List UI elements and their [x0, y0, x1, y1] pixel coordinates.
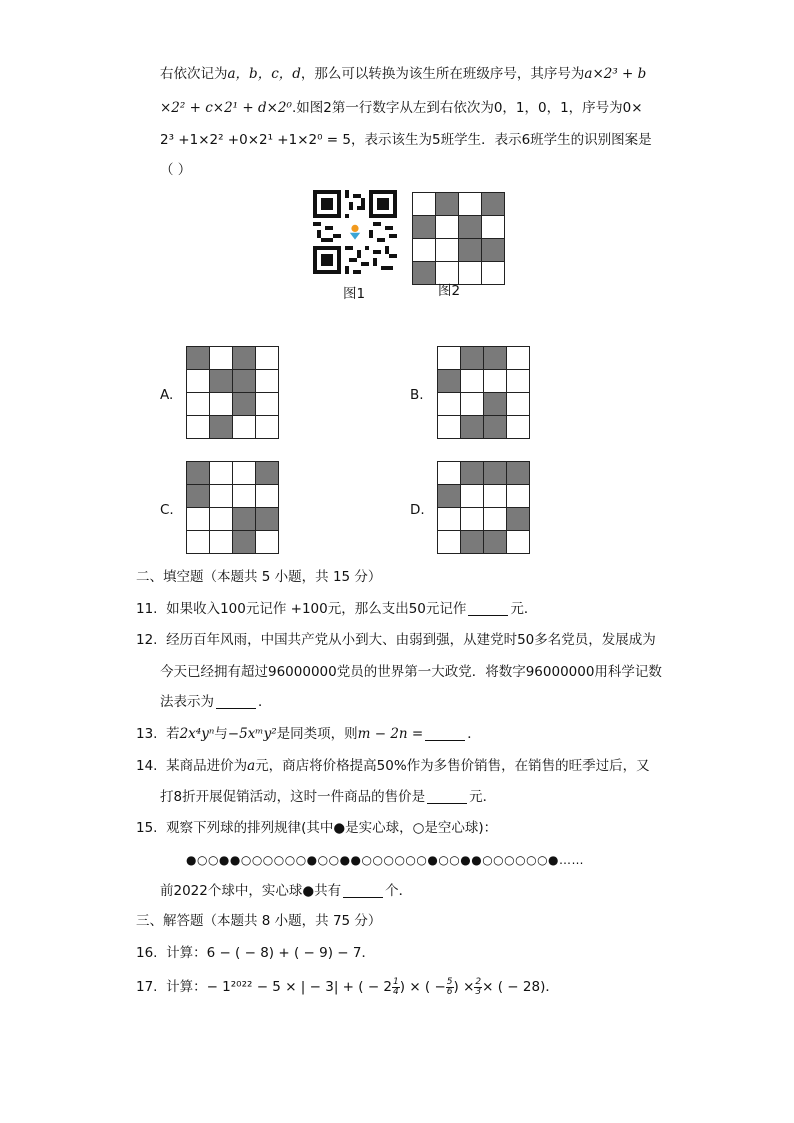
empty-cell	[461, 508, 484, 531]
empty-cell	[210, 508, 233, 531]
filled-cell	[461, 531, 484, 554]
filled-cell	[413, 262, 436, 285]
empty-cell	[507, 347, 530, 370]
empty-cell	[461, 485, 484, 508]
answer-blank[interactable]	[216, 694, 256, 709]
intro-line-3: 2³ +1×2² +0×2¹ +1×2⁰ = 5，表示该生为5班学生．表示6班学生的识别图案是	[160, 132, 652, 148]
empty-cell	[436, 239, 459, 262]
figure-1-caption: 图1	[343, 286, 366, 302]
filled-cell	[210, 370, 233, 393]
empty-cell	[187, 416, 210, 439]
filled-cell	[461, 416, 484, 439]
question-14-line-2: 打8折开展促销活动，这时一件商品的售价是 元．	[160, 789, 497, 805]
option-d-label[interactable]: D.	[410, 502, 425, 518]
filled-cell	[461, 347, 484, 370]
filled-cell	[233, 347, 256, 370]
filled-cell	[484, 393, 507, 416]
answer-blank[interactable]	[425, 726, 465, 741]
empty-cell	[256, 531, 279, 554]
empty-cell	[461, 370, 484, 393]
answer-blank[interactable]	[468, 601, 508, 616]
filled-cell	[459, 239, 482, 262]
filled-cell	[436, 193, 459, 216]
filled-cell	[484, 416, 507, 439]
empty-cell	[459, 262, 482, 285]
empty-cell	[438, 393, 461, 416]
empty-cell	[507, 531, 530, 554]
empty-cell	[256, 485, 279, 508]
empty-cell	[187, 370, 210, 393]
option-a-label[interactable]: A.	[160, 387, 174, 403]
empty-cell	[233, 485, 256, 508]
filled-cell	[233, 508, 256, 531]
filled-cell	[256, 508, 279, 531]
question-16: 16. 计算：6 − ( − 8) + ( − 9) − 7．	[136, 945, 375, 961]
section-2-heading: 二、填空题（本题共 5 小题，共 15 分）	[136, 569, 382, 585]
empty-cell	[482, 262, 505, 285]
filled-cell	[484, 347, 507, 370]
filled-cell	[438, 485, 461, 508]
intro-line-2: ×2² + c×2¹ + d×2⁰.如图2第一行数字从左到右依次为0，1，0，1，序号为0×	[160, 100, 643, 116]
empty-cell	[187, 531, 210, 554]
filled-cell	[507, 462, 530, 485]
filled-cell	[233, 370, 256, 393]
filled-cell	[438, 370, 461, 393]
empty-cell	[438, 416, 461, 439]
empty-cell	[507, 416, 530, 439]
empty-cell	[210, 485, 233, 508]
empty-cell	[484, 370, 507, 393]
filled-cell	[482, 193, 505, 216]
filled-cell	[484, 531, 507, 554]
intro-line-1: 右依次记为a，b，c，d，那么可以转换为该生所在班级序号，其序号为a×2³ + b	[160, 66, 647, 82]
question-12-line-2: 今天已经拥有超过96000000党员的世界第一大政党．将数字96000000用科学记数	[160, 664, 662, 680]
empty-cell	[210, 347, 233, 370]
question-11: 11. 如果收入100元记作 +100元，那么支出50元记作 元．	[136, 601, 538, 617]
answer-blank[interactable]	[427, 789, 467, 804]
question-17: 17. 计算：− 1²⁰²² − 5 × | − 3| + ( − 2 $\frac{1}{4}$ ) × ( − $\frac{5}{6}$ ) × $\frac{2}{3}$ × ( − 28)．	[136, 976, 559, 997]
empty-cell	[484, 508, 507, 531]
empty-cell	[210, 531, 233, 554]
filled-cell	[461, 462, 484, 485]
option-b-grid[interactable]	[437, 346, 530, 439]
question-12-line-1: 12. 经历百年风雨，中国共产党从小到大、由弱到强，从建党时50多名党员，发展成为	[136, 632, 656, 648]
filled-cell	[187, 347, 210, 370]
empty-cell	[438, 347, 461, 370]
question-13: 13. 若2x⁴yⁿ与−5xᵐy²是同类项，则m − 2n = ．	[136, 726, 481, 742]
question-15-line-3: 前2022个球中，实心球●共有 个．	[160, 883, 413, 899]
empty-cell	[507, 370, 530, 393]
empty-cell	[233, 462, 256, 485]
empty-cell	[256, 370, 279, 393]
empty-cell	[482, 216, 505, 239]
empty-cell	[256, 393, 279, 416]
fraction-5-6: $\frac{5}{6}$	[446, 976, 453, 997]
option-c-label[interactable]: C.	[160, 502, 174, 518]
empty-cell	[413, 193, 436, 216]
empty-cell	[187, 508, 210, 531]
option-d-grid[interactable]	[437, 461, 530, 554]
fraction-2-3: $\frac{2}{3}$	[475, 976, 482, 997]
empty-cell	[438, 462, 461, 485]
filled-cell	[187, 462, 210, 485]
filled-cell	[482, 239, 505, 262]
question-12-line-3: 法表示为 ．	[160, 694, 272, 710]
empty-cell	[256, 347, 279, 370]
answer-blank[interactable]	[343, 883, 383, 898]
question-15-line-1: 15. 观察下列球的排列规律(其中●是实心球，○是空心球)：	[136, 820, 498, 836]
empty-cell	[210, 393, 233, 416]
fraction-1-4: $\frac{1}{4}$	[393, 976, 399, 997]
filled-cell	[507, 508, 530, 531]
empty-cell	[210, 462, 233, 485]
option-a-grid[interactable]	[186, 346, 279, 439]
qr-code-image	[313, 190, 397, 274]
empty-cell	[438, 508, 461, 531]
filled-cell	[413, 216, 436, 239]
empty-cell	[507, 485, 530, 508]
filled-cell	[233, 393, 256, 416]
question-14-line-1: 14. 某商品进价为a元，商店将价格提高50%作为多售价销售，在销售的旺季过后，又	[136, 758, 650, 774]
filled-cell	[484, 462, 507, 485]
filled-cell	[233, 531, 256, 554]
intro-line-4: （ ）	[160, 162, 192, 178]
empty-cell	[233, 416, 256, 439]
figure-2-caption: 图2	[438, 283, 461, 299]
figure-2-grid	[412, 192, 505, 285]
filled-cell	[187, 485, 210, 508]
filled-cell	[459, 216, 482, 239]
option-c-grid[interactable]	[186, 461, 279, 554]
empty-cell	[256, 416, 279, 439]
empty-cell	[187, 393, 210, 416]
empty-cell	[507, 393, 530, 416]
option-b-label[interactable]: B.	[410, 387, 424, 403]
empty-cell	[461, 393, 484, 416]
ball-sequence: ●○○●●○○○○○○●○○●●○○○○○○●○○●●○○○○○○●……	[186, 853, 585, 867]
empty-cell	[438, 531, 461, 554]
empty-cell	[413, 239, 436, 262]
filled-cell	[210, 416, 233, 439]
filled-cell	[256, 462, 279, 485]
empty-cell	[484, 485, 507, 508]
empty-cell	[436, 216, 459, 239]
section-3-heading: 三、解答题（本题共 8 小题，共 75 分）	[136, 913, 382, 929]
empty-cell	[459, 193, 482, 216]
